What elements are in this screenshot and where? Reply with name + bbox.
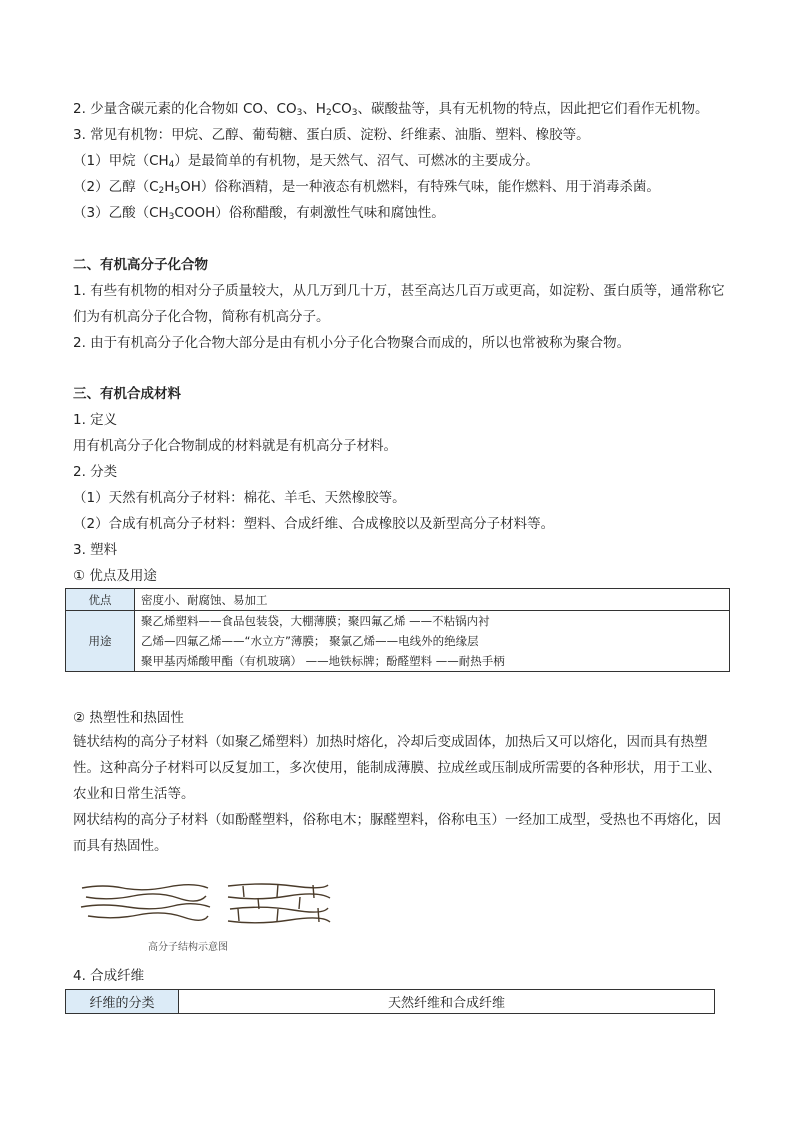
figure-caption: 高分子结构示意图 bbox=[148, 942, 228, 953]
use-line-2: 乙烯—四氟乙烯——“水立方”薄膜； 聚氯乙烯——电线外的绝缘层 bbox=[141, 634, 479, 648]
advantages-label: 优点 bbox=[66, 589, 135, 611]
intro-line-1: 2. 少量含碳元素的化合物如 CO、$CO_3$、$H_2CO_3$、碳酸盐等，具有无机物的特点，因此把它们看作无机物。 bbox=[73, 101, 709, 118]
classification-item-2: （2）合成有机高分子材料：塑料、合成纤维、合成橡胶以及新型高分子材料等。 bbox=[73, 516, 555, 532]
uses-cell bbox=[135, 611, 730, 672]
classification-heading: 2. 分类 bbox=[73, 464, 118, 480]
advantages-value: 密度小、耐腐蚀、易加工 bbox=[135, 589, 730, 611]
advantages-heading: ① 优点及用途 bbox=[73, 568, 157, 584]
uses-label: 用途 bbox=[66, 611, 135, 672]
use-line-3: 聚甲基丙烯酸甲酯（有机玻璃） ——地铁标牌；酚醛塑料 ——耐热手柄 bbox=[141, 654, 505, 668]
intro-line-5: （3）乙酸$(CH_3COOH)$俗称醋酸，有刺激性气味和腐蚀性。 bbox=[73, 205, 445, 222]
thermo-p1: 链状结构的高分子材料（如聚乙烯塑料）加热时熔化，冷却后变成固体，加热后又可以熔化，因而具有热塑性。这种高分子材料可以反复加工，多次使用，能制成薄膜、拉成丝或压制成所需要的各种形状，用于工业、农业和日常生活等。 bbox=[73, 734, 721, 802]
section3-title: 三、有机合成材料 bbox=[73, 386, 181, 402]
thermo-p2: 网状结构的高分子材料（如酚醛塑料，俗称电木；脲醛塑料，俗称电玉）一经加工成型，受热也不再熔化，因而具有热固性。 bbox=[73, 812, 721, 854]
definition-heading: 1. 定义 bbox=[73, 412, 118, 428]
polymer-structure-figure bbox=[78, 880, 338, 930]
plastic-heading: 3. 塑料 bbox=[73, 542, 118, 558]
linear-structure-drawing bbox=[81, 885, 210, 921]
intro-line-3: （1）甲烷$(CH_4)$是最简单的有机物，是天然气、沼气、可燃冰的主要成分。 bbox=[73, 153, 539, 170]
fiber-value: 天然纤维和合成纤维 bbox=[179, 990, 715, 1014]
fiber-table bbox=[65, 989, 715, 1014]
intro-line-2: 3. 常见有机物：甲烷、乙醇、葡萄糖、蛋白质、淀粉、纤维素、油脂、塑料、橡胶等。 bbox=[73, 127, 590, 143]
network-structure-drawing bbox=[228, 884, 330, 923]
definition-text: 用有机高分子化合物制成的材料就是有机高分子材料。 bbox=[73, 438, 397, 454]
classification-item-1: （1）天然有机高分子材料：棉花、羊毛、天然橡胶等。 bbox=[73, 490, 406, 506]
section2-p1: 1. 有些有机物的相对分子质量较大，从几万到几十万，甚至高达几百万或更高，如淀粉、蛋白质等，通常称它们为有机高分子化合物，简称有机高分子。 bbox=[73, 283, 725, 325]
section2-p2: 2. 由于有机高分子化合物大部分是由有机小分子化合物聚合而成的，所以也常被称为聚合物。 bbox=[73, 335, 631, 351]
fiber-heading: 4. 合成纤维 bbox=[73, 968, 145, 984]
intro-line-4: （2）乙醇$(C_2H_5OH)$俗称酒精，是一种液态有机燃料，有特殊气味，能作燃料、用于消毒杀菌。 bbox=[73, 179, 660, 196]
section2-title: 二、有机高分子化合物 bbox=[73, 257, 208, 273]
plastic-table bbox=[65, 588, 730, 672]
thermo-heading: ② 热塑性和热固性 bbox=[73, 710, 184, 726]
use-line-1: 聚乙烯塑料——食品包装袋，大棚薄膜；聚四氟乙烯 ——不粘锅内衬 bbox=[141, 614, 490, 628]
fiber-label: 纤维的分类 bbox=[66, 990, 179, 1014]
